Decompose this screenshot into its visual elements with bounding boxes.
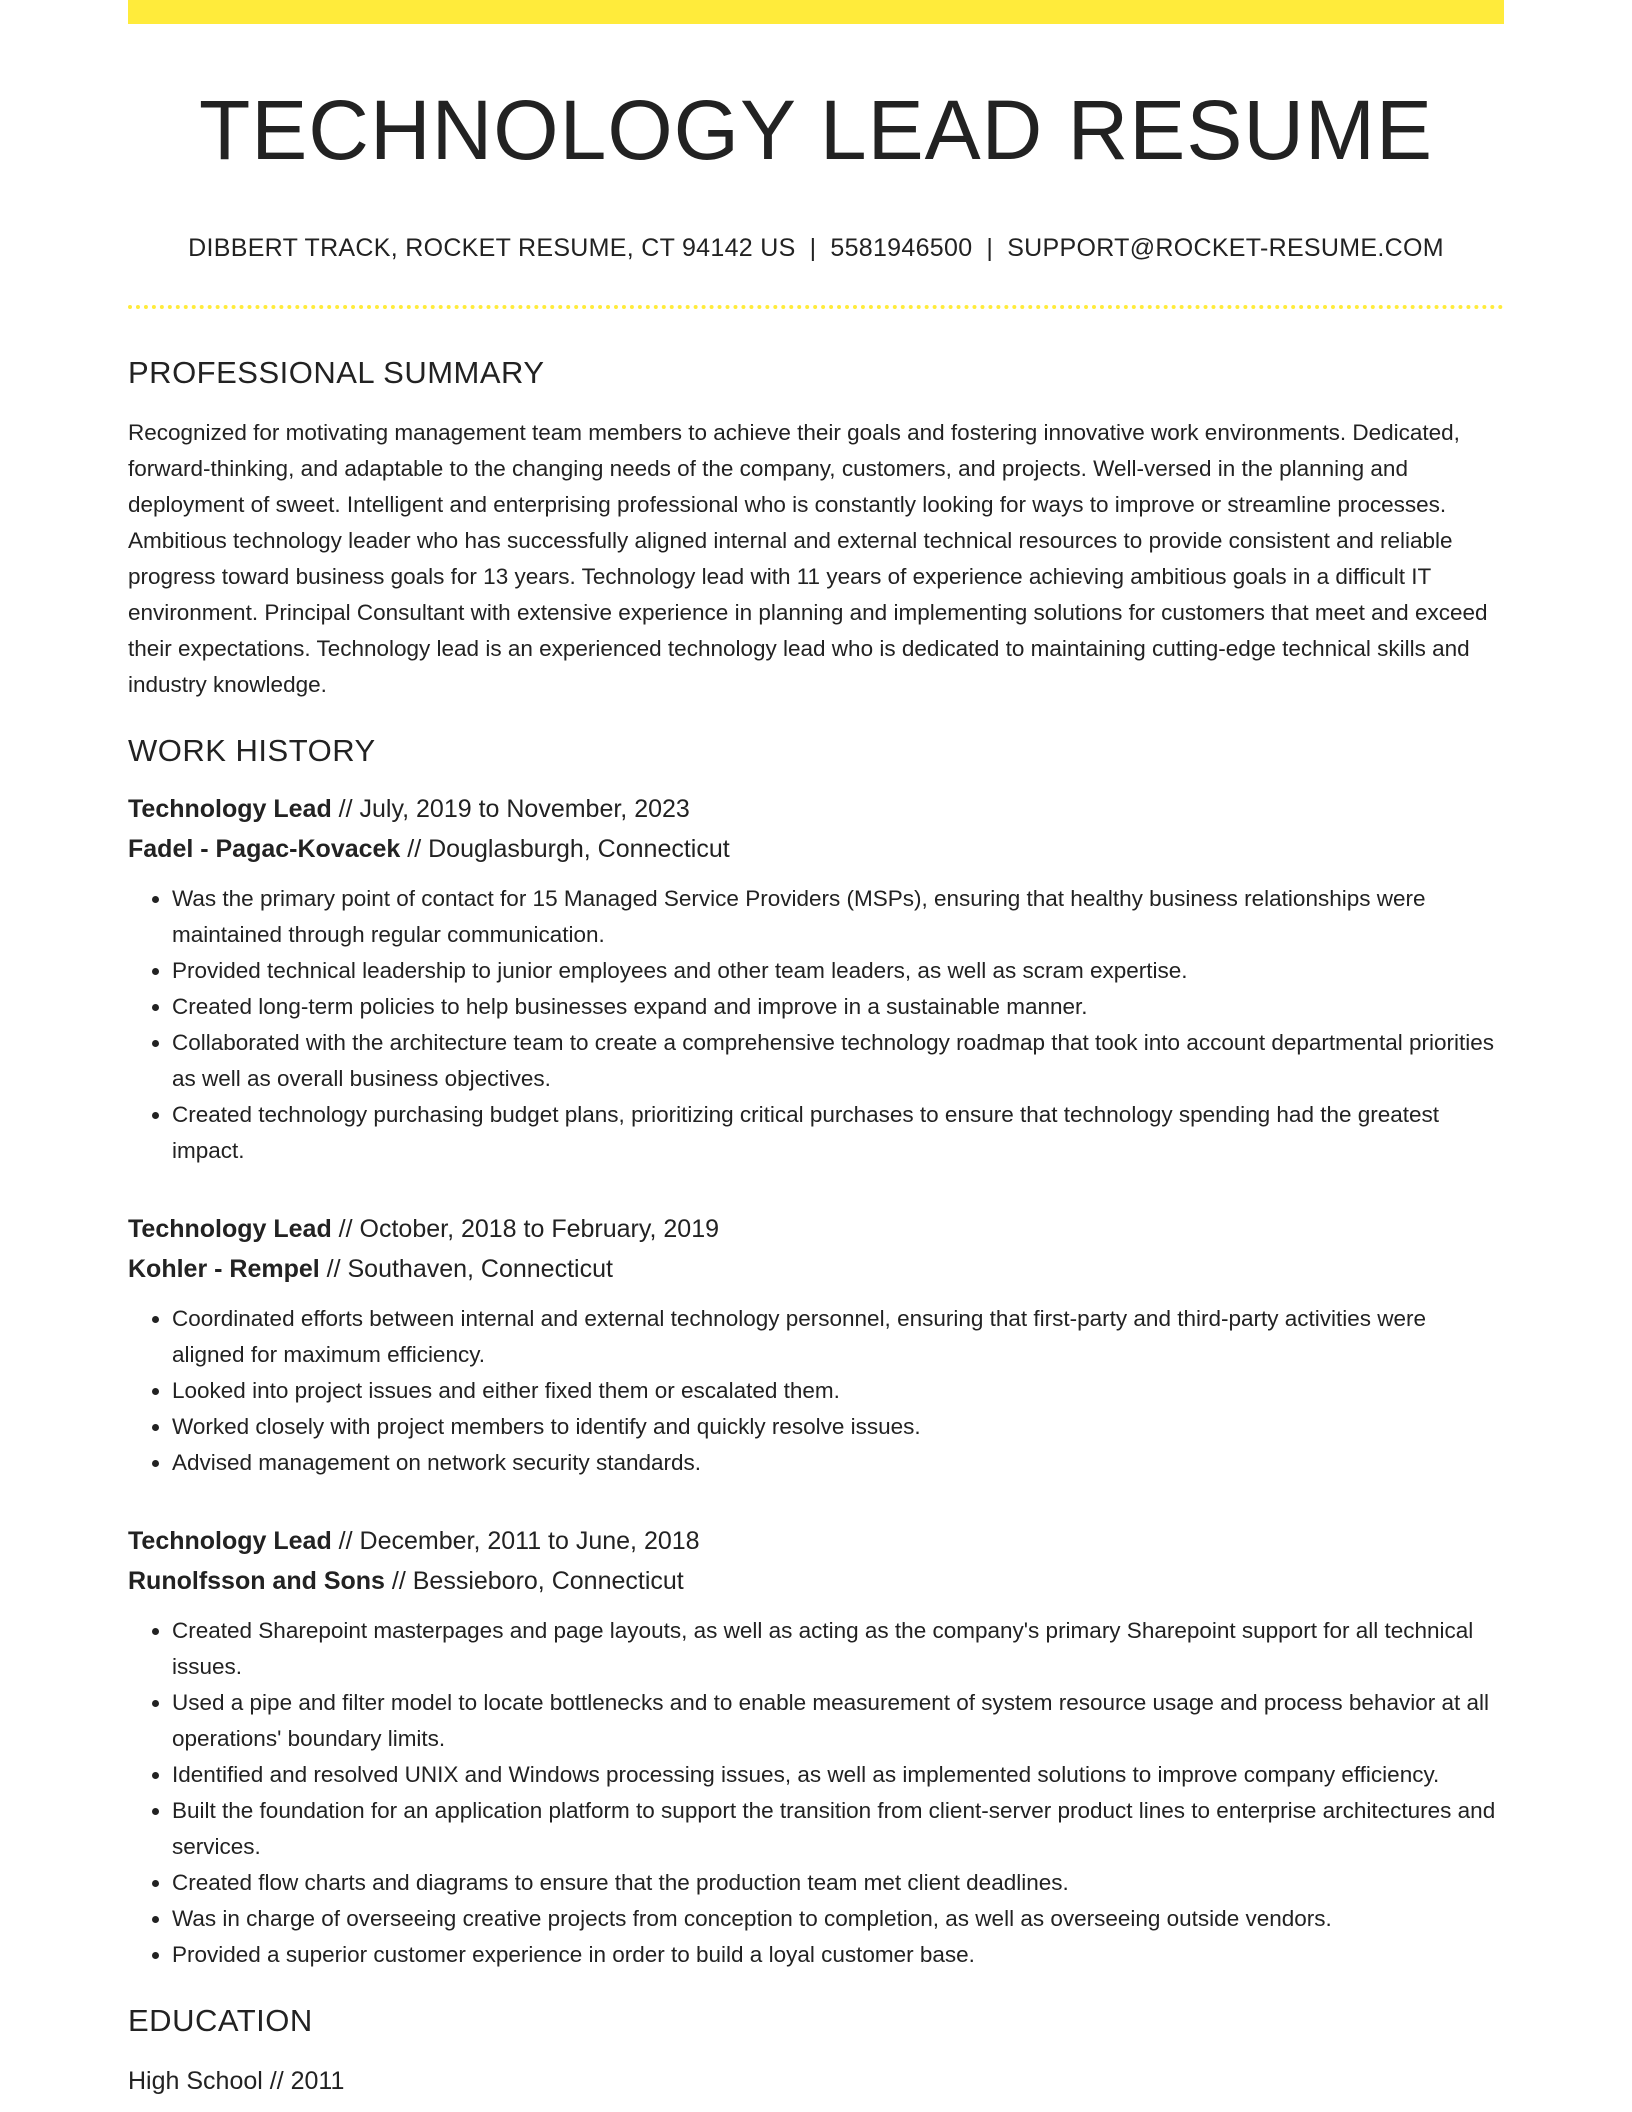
dotted-divider xyxy=(128,305,1504,309)
job-location: // Bessieboro, Connecticut xyxy=(384,1567,684,1596)
resume-page xyxy=(128,0,1504,2101)
job-bullet: • Coordinated efforts between internal and external technology personnel, ensuring that first-party and third-party activities were aligned for maximum efficiency. xyxy=(172,1301,1504,1373)
job-company: Kohler - Rempel xyxy=(128,1255,320,1284)
job-title-line xyxy=(128,1521,1504,1561)
work-history-heading: WORK HISTORY xyxy=(128,733,376,769)
job-bullet: • Provided technical leadership to junior employees and other team leaders, as well as scram expertise. xyxy=(172,953,1504,989)
job-bullet: • Looked into project issues and either fixed them or escalated them. xyxy=(172,1373,1504,1409)
job-bullet: • Provided a superior customer experience in order to build a loyal customer base. xyxy=(172,1937,1504,1973)
job-bullet: • Identified and resolved UNIX and Windows processing issues, as well as implemented solutions to improve company efficiency. xyxy=(172,1757,1504,1793)
job-bullets xyxy=(128,1301,1504,1481)
job-company-line xyxy=(128,1561,1504,1601)
education-entry: High School // 2011 xyxy=(128,2067,345,2096)
contact-separator: | xyxy=(986,234,994,263)
job-location: // Southaven, Connecticut xyxy=(319,1255,613,1284)
job-entry xyxy=(128,1209,1504,1481)
job-company-line xyxy=(128,1249,1504,1289)
job-bullet: • Advised management on network security standards. xyxy=(172,1445,1504,1481)
job-dates: // October, 2018 to February, 2019 xyxy=(331,1215,720,1244)
contact-phone: 5581946500 xyxy=(830,234,973,263)
job-bullet: • Worked closely with project members to identify and quickly resolve issues. xyxy=(172,1409,1504,1445)
job-title: Technology Lead xyxy=(128,1527,332,1556)
contact-email: SUPPORT@ROCKET-RESUME.COM xyxy=(1007,234,1444,263)
job-company: Fadel - Pagac-Kovacek xyxy=(128,835,401,864)
summary-heading: PROFESSIONAL SUMMARY xyxy=(128,355,545,391)
contact-line xyxy=(128,234,1504,263)
job-bullet: • Created Sharepoint masterpages and page layouts, as well as acting as the company's primary Sharepoint support for all technical issues. xyxy=(172,1613,1504,1685)
job-bullet: • Collaborated with the architecture team to create a comprehensive technology roadmap that took into account departmental priorities as well as overall business objectives. xyxy=(172,1025,1504,1097)
education-heading: EDUCATION xyxy=(128,2003,313,2039)
job-bullet: • Built the foundation for an application platform to support the transition from client-server product lines to enterprise architectures and services. xyxy=(172,1793,1504,1865)
job-bullet: • Was the primary point of contact for 15 Managed Service Providers (MSPs), ensuring that healthy business relationships were maintained through regular communication. xyxy=(172,881,1504,953)
job-entry xyxy=(128,789,1504,1169)
job-bullets xyxy=(128,1613,1504,1973)
job-title-line xyxy=(128,789,1504,829)
accent-bar xyxy=(128,0,1504,24)
job-location: // Douglasburgh, Connecticut xyxy=(400,835,730,864)
contact-separator: | xyxy=(809,234,817,263)
job-title: Technology Lead xyxy=(128,795,332,824)
job-bullet: • Was in charge of overseeing creative projects from conception to completion, as well as overseeing outside vendors. xyxy=(172,1901,1504,1937)
job-bullet: • Created technology purchasing budget plans, prioritizing critical purchases to ensure that technology spending had the greatest impact. xyxy=(172,1097,1504,1169)
summary-text: Recognized for motivating management team members to achieve their goals and fostering innovative work environments. Dedicated, forward-thinking, and adaptable to the changing needs of the company, customers, and projects. Well-versed in the planning and deployment of sweet. Intelligent and enterprising professional who is constantly looking for ways to improve or streamline processes. Ambitious technology leader who has successfully aligned internal and external technical resources to provide consistent and reliable progress toward business goals for 13 years. Technology lead with 11 years of experience achieving ambitious goals in a difficult IT environment. Principal Consultant with extensive experience in planning and implementing solutions for customers that meet and exceed their expectations. Technology lead is an experienced technology lead who is dedicated to maintaining cutting-edge technical skills and industry knowledge. xyxy=(128,420,1488,698)
job-title-line xyxy=(128,1209,1504,1249)
job-company-line xyxy=(128,829,1504,869)
job-bullet: • Created flow charts and diagrams to ensure that the production team met client deadlines. xyxy=(172,1865,1504,1901)
job-dates: // July, 2019 to November, 2023 xyxy=(331,795,690,824)
job-dates: // December, 2011 to June, 2018 xyxy=(331,1527,700,1556)
job-company: Runolfsson and Sons xyxy=(128,1567,385,1596)
job-bullet: • Used a pipe and filter model to locate bottlenecks and to enable measurement of system resource usage and process behavior at all operations' boundary limits. xyxy=(172,1685,1504,1757)
job-bullet: • Created long-term policies to help businesses expand and improve in a sustainable manner. xyxy=(172,989,1504,1025)
contact-address: DIBBERT TRACK, ROCKET RESUME, CT 94142 US xyxy=(188,234,796,263)
job-bullets xyxy=(128,881,1504,1169)
resume-title: TECHNOLOGY LEAD RESUME xyxy=(198,83,1434,177)
job-entry xyxy=(128,1521,1504,1973)
job-title: Technology Lead xyxy=(128,1215,332,1244)
